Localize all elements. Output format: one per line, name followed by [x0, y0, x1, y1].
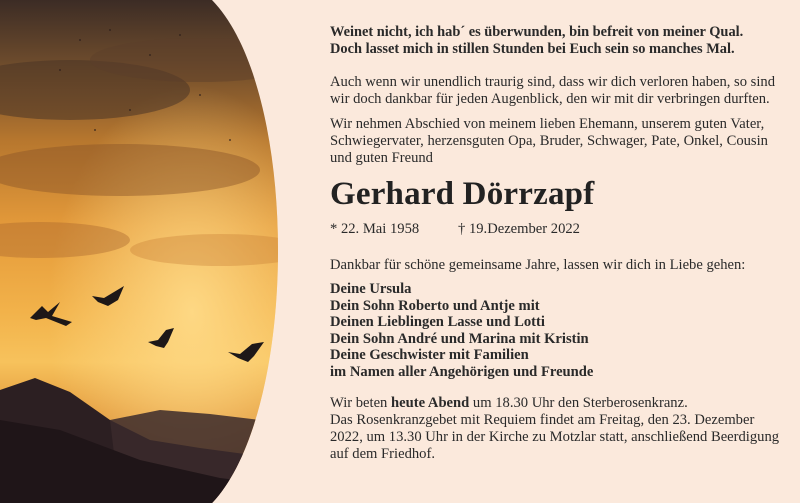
family-member: Deine Ursula — [330, 281, 412, 297]
thanks-line: Dankbar für schöne gemeinsame Jahre, lassen wir dich in Liebe gehen: — [330, 257, 746, 273]
obituary-text — [330, 24, 790, 463]
life-dates — [330, 221, 790, 238]
birth-date: * 22. Mai 1958 — [330, 221, 420, 237]
motto — [330, 24, 790, 58]
farewell-paragraph: Wir nehmen Abschied von meinem lieben Ehemann, unserem guten Vater, Schwiegervater, herzensguten Opa, Bruder, Schwager, Pate, Onkel, Cousin und guten Freund — [330, 116, 768, 166]
service-details: Das Rosenkranzgebet mit Requiem findet am Freitag, den 23. Dezember 2022, um 13.30 Uhr in der Kirche zu Motzlar statt, anschließend Beerdigung auf dem Friedhof. — [330, 412, 780, 462]
service-info — [330, 395, 790, 463]
family-member: im Namen aller Angehörigen und Freunde — [330, 363, 594, 380]
service-post: um 18.30 Uhr den Sterberosenkranz. — [469, 395, 688, 411]
motto-line-1: Weinet nicht, ich hab´ es überwunden, bin befreit von meiner Qual. — [330, 24, 744, 40]
death-date: † 19.Dezember 2022 — [458, 221, 580, 237]
service-time-emphasis: heute Abend — [391, 395, 470, 411]
service-pre: Wir beten — [330, 395, 392, 411]
deceased-name: Gerhard Dörrzapf — [330, 176, 595, 212]
family-member: Dein Sohn Roberto und Antje mit — [330, 297, 540, 314]
family-member: Dein Sohn André und Marina mit Kristin — [330, 330, 589, 347]
motto-line-2: Doch lasset mich in stillen Stunden bei Euch sein so manches Mal. — [330, 41, 735, 57]
family-member: Deinen Lieblingen Lasse und Lotti — [330, 314, 545, 330]
sunset-birds-image — [0, 0, 320, 503]
family-member: Deine Geschwister mit Familien — [330, 347, 529, 363]
intro-paragraph: Auch wenn wir unendlich traurig sind, dass wir dich verloren haben, so sind wir doch dankbar für jeden Augenblick, den wir mit dir verbringen durften. — [330, 74, 776, 107]
family-list — [330, 281, 790, 380]
